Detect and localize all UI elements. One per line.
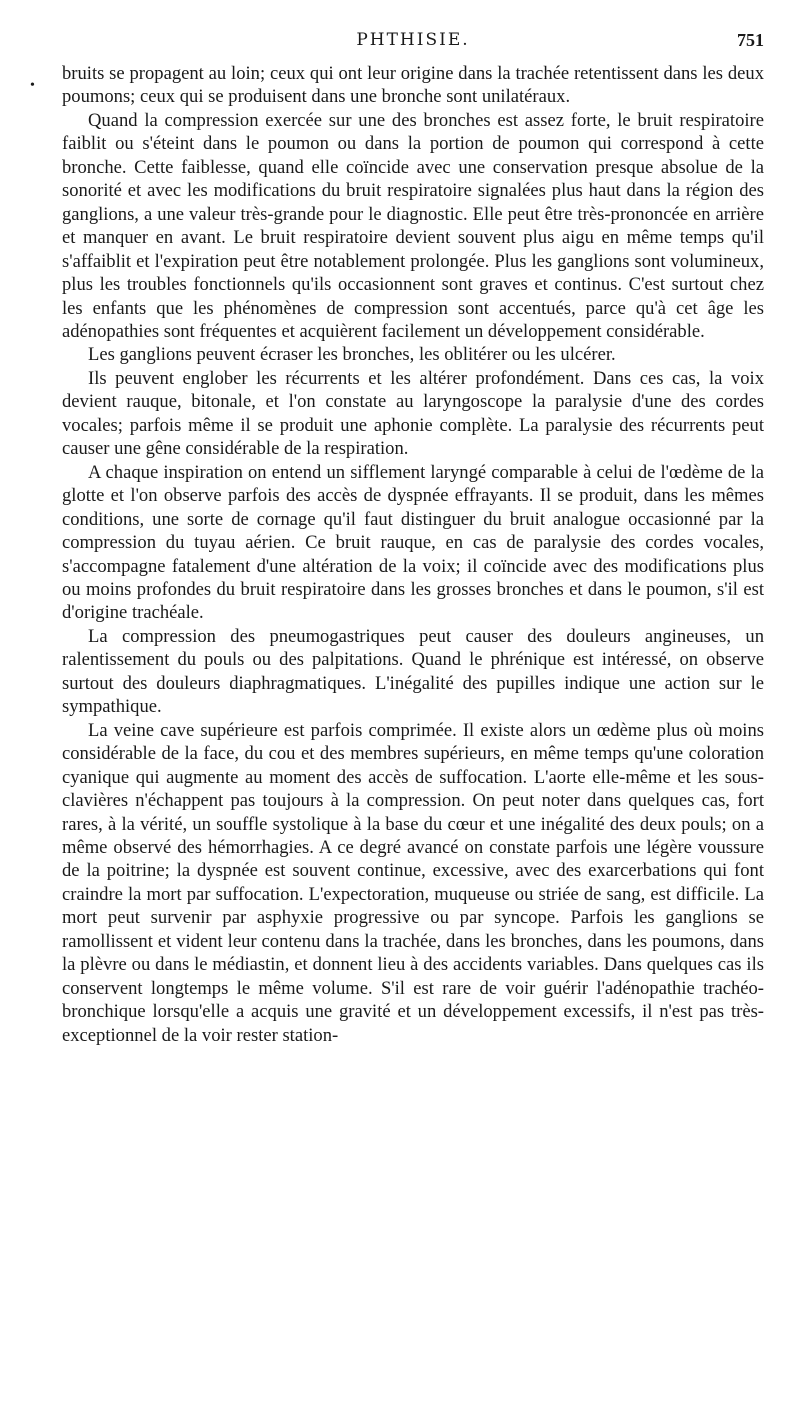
paragraph-laryngeal-whistle: A chaque inspiration on entend un sifflement laryngé comparable à celui de l'œdème de la glotte et l'on observe parfois des accès de dyspnée effrayants. Il se produit, dans les mêmes conditions, une sorte de cornage qu'il faut distinguer du bruit analogue occasionné par la compression du tuyau aérien. Ce bruit rauque, en cas de paralysie des cordes vocales, s'accompagne fatalement d'une altération de la voix; il coïncide avec des modifications plus ou moins profondes du bruit respiratoire dans les grosses bronches et dans le poumon, s'il est d'origine trachéale. bbox=[62, 461, 764, 624]
running-head bbox=[62, 30, 764, 56]
margin-mark: • bbox=[30, 78, 35, 93]
paragraph-bronchial-compression: Quand la compression exercée sur une des bronches est assez forte, le bruit respiratoire faiblit ou s'éteint dans le poumon ou dans la portion de poumon qui correspond à cette bronche. Cette faiblesse, quand elle coïncide avec une conservation presque absolue de la sonorité et avec les modifications du bruit respiratoire signalées plus haut dans la région des ganglions, a une valeur très-grande pour le diagnostic. Elle peut être très-prononcée en arrière et manquer en avant. Le bruit respiratoire devient souvent plus aigu en même temps qu'il s'affaiblit et l'expiration peut être notablement prolongée. Plus les ganglions sont volumineux, plus les troubles fonctionnels qu'ils occasionnent sont graves et continus. C'est surtout chez les enfants que les phénomènes de compression sont accentués, parce qu'à cet âge les adénopathies sont fréquentes et acquièrent facilement un développement considérable. bbox=[62, 109, 764, 342]
paragraph-recurrent-nerves: Ils peuvent englober les récurrents et les altérer profondément. Dans ces cas, la voix devient rauque, bitonale, et l'on constate au laryngoscope la paralysie d'une des cordes vocales; parfois même il se produit une aphonie complète. La paralysie des récurrents peut causer une gêne considérable de la respiration. bbox=[62, 367, 764, 460]
running-title: PHTHISIE. bbox=[356, 30, 470, 50]
body-text bbox=[62, 62, 764, 1047]
paragraph-ganglia-crush: Les ganglions peuvent écraser les bronches, les oblitérer ou les ulcérer. bbox=[88, 344, 616, 366]
paragraph-pneumogastric: La compression des pneumogastriques peut causer des douleurs angineuses, un ralentissement du pouls ou des palpitations. Quand le phrénique est intéressé, on observe surtout des douleurs diaphragmatiques. L'inégalité des pupilles indique une action sur le sympathique. bbox=[62, 625, 764, 718]
paragraph-vena-cava: La veine cave supérieure est parfois comprimée. Il existe alors un œdème plus où moins considérable de la face, du cou et des membres supérieurs, en même temps qu'une coloration cyanique qui augmente au moment des accès de suffocation. L'aorte elle-même et les sous-clavières n'échappent pas toujours à la compression. On peut noter dans quelques cas, fort rares, à la vérité, un souffle systolique à la base du cœur et une inégalité des deux pouls; on a même observé des hémorrhagies. A ce degré avancé on constate parfois une légère voussure de la poitrine; la dyspnée est souvent continue, excessive, avec des exarcerbations qui font craindre la mort par suffocation. L'expectoration, muqueuse ou striée de sang, est difficile. La mort peut survenir par asphyxie progressive ou par syncope. Parfois les ganglions se ramollissent et vident leur contenu dans la trachée, dans les bronches, dans les poumons, dans la plèvre ou dans le médiastin, et donnent lieu à des accidents variables. Dans quelques cas ils conservent longtemps le même volume. S'il est rare de voir guérir l'adénopathie trachéo-bronchique lorsqu'elle a acquis une gravité et un développement excessifs, il n'est pas très-exceptionnel de la voir rester station- bbox=[62, 719, 764, 1046]
page-number: 751 bbox=[737, 30, 764, 50]
paragraph-continuation: bruits se propagent au loin; ceux qui ont leur origine dans la trachée retentissent dans les deux poumons; ceux qui se produisent dans une bronche sont unilatéraux. bbox=[62, 63, 764, 108]
